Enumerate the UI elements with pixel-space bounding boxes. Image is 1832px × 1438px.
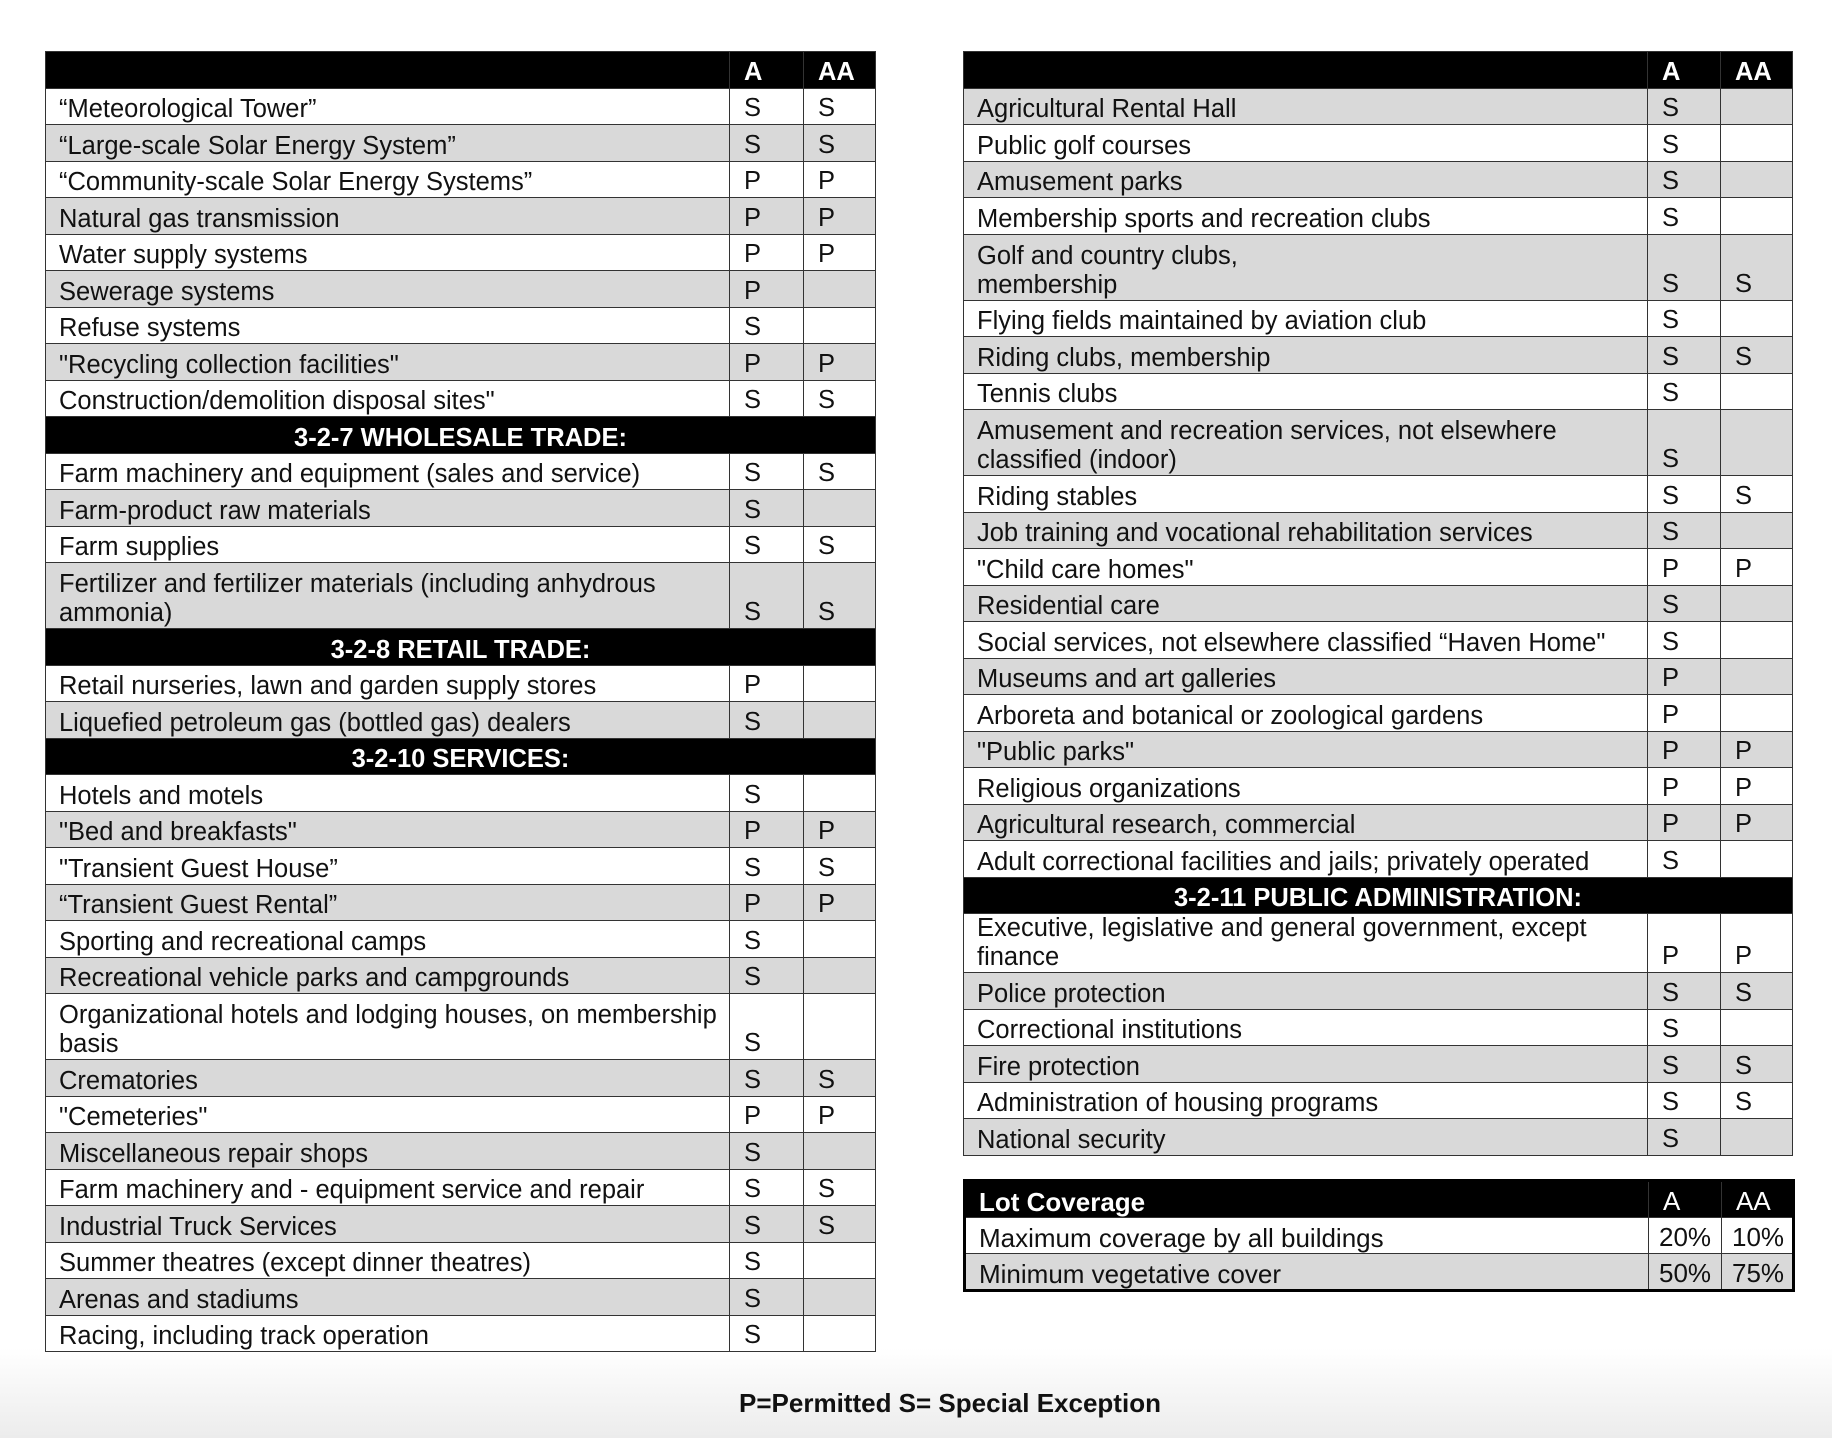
row-aa bbox=[804, 1242, 876, 1279]
table-row bbox=[964, 914, 1793, 973]
row-label: Farm machinery and equipment (sales and service) bbox=[46, 453, 730, 490]
row-aa bbox=[1721, 512, 1793, 549]
row-label: Water supply systems bbox=[46, 234, 730, 271]
row-a: S bbox=[730, 775, 804, 812]
row-aa bbox=[804, 271, 876, 308]
row-label: Arenas and stadiums bbox=[46, 1279, 730, 1316]
table-row bbox=[46, 88, 876, 125]
row-label: Riding stables bbox=[964, 476, 1648, 513]
row-label: Fertilizer and fertilizer materials (including anhydrous ammonia) bbox=[46, 563, 730, 629]
table-row bbox=[46, 1169, 876, 1206]
row-a: S bbox=[730, 1279, 804, 1316]
table-row bbox=[46, 775, 876, 812]
row-a: S bbox=[1648, 512, 1721, 549]
row-label: Miscellaneous repair shops bbox=[46, 1133, 730, 1170]
section-header-row bbox=[46, 738, 876, 775]
row-a: P bbox=[730, 665, 804, 702]
section-header-row bbox=[964, 877, 1793, 914]
table-row bbox=[46, 198, 876, 235]
row-label: Hotels and motels bbox=[46, 775, 730, 812]
row-label: Public golf courses bbox=[964, 125, 1648, 162]
row-aa bbox=[1721, 198, 1793, 235]
table-row bbox=[965, 1217, 1794, 1254]
table-row bbox=[964, 841, 1793, 878]
row-label: Farm supplies bbox=[46, 526, 730, 563]
table-row bbox=[964, 410, 1793, 476]
row-a: S bbox=[730, 380, 804, 417]
table-row bbox=[965, 1254, 1794, 1291]
row-a: S bbox=[730, 921, 804, 958]
row-aa: S bbox=[804, 1206, 876, 1243]
row-label: Correctional institutions bbox=[964, 1009, 1648, 1046]
row-a: P bbox=[1648, 731, 1721, 768]
row-label: Amusement and recreation services, not elsewhere classified (indoor) bbox=[964, 410, 1648, 476]
lot-coverage-title: Lot Coverage bbox=[965, 1181, 1649, 1218]
row-a: S bbox=[1648, 1119, 1721, 1156]
row-aa: P bbox=[1721, 731, 1793, 768]
table-row bbox=[46, 665, 876, 702]
row-aa bbox=[804, 775, 876, 812]
row-aa bbox=[1721, 161, 1793, 198]
row-aa: P bbox=[1721, 914, 1793, 973]
row-aa: S bbox=[804, 380, 876, 417]
row-a: P bbox=[1648, 695, 1721, 732]
row-label: "Public parks" bbox=[964, 731, 1648, 768]
table-row bbox=[46, 271, 876, 308]
row-label: Golf and country clubs, membership bbox=[964, 234, 1648, 300]
header-label-cell bbox=[46, 52, 730, 89]
row-label: Sporting and recreational camps bbox=[46, 921, 730, 958]
row-label: Construction/demolition disposal sites" bbox=[46, 380, 730, 417]
row-aa bbox=[1721, 841, 1793, 878]
row-label: Minimum vegetative cover bbox=[965, 1254, 1649, 1291]
row-label: Residential care bbox=[964, 585, 1648, 622]
row-aa: S bbox=[804, 848, 876, 885]
row-a: S bbox=[1648, 1009, 1721, 1046]
row-aa: S bbox=[804, 125, 876, 162]
table-header-row bbox=[46, 52, 876, 89]
table-row bbox=[964, 973, 1793, 1010]
table-row bbox=[46, 125, 876, 162]
row-a: S bbox=[1648, 585, 1721, 622]
row-label: "Recycling collection facilities" bbox=[46, 344, 730, 381]
row-a: S bbox=[730, 848, 804, 885]
header-aa: AA bbox=[804, 52, 876, 89]
row-aa bbox=[804, 1279, 876, 1316]
row-label: Refuse systems bbox=[46, 307, 730, 344]
row-label: Industrial Truck Services bbox=[46, 1206, 730, 1243]
table-row bbox=[964, 1082, 1793, 1119]
row-a: 50% bbox=[1649, 1254, 1722, 1291]
row-label: Natural gas transmission bbox=[46, 198, 730, 235]
row-aa bbox=[1721, 1009, 1793, 1046]
row-aa bbox=[804, 1133, 876, 1170]
row-a: P bbox=[730, 344, 804, 381]
row-label: Recreational vehicle parks and campgrounds bbox=[46, 957, 730, 994]
row-label: Museums and art galleries bbox=[964, 658, 1648, 695]
section-title-retail: 3-2-8 RETAIL TRADE: bbox=[46, 629, 876, 666]
table-row bbox=[964, 1046, 1793, 1083]
table-row bbox=[46, 344, 876, 381]
table-row bbox=[964, 88, 1793, 125]
table-row bbox=[964, 549, 1793, 586]
row-a: S bbox=[1648, 622, 1721, 659]
row-a: S bbox=[730, 563, 804, 629]
row-a: S bbox=[730, 1315, 804, 1352]
row-aa: S bbox=[804, 1169, 876, 1206]
row-a: S bbox=[1648, 1046, 1721, 1083]
table-row bbox=[46, 453, 876, 490]
row-aa bbox=[804, 1315, 876, 1352]
table-row bbox=[964, 373, 1793, 410]
row-label: Organizational hotels and lodging houses, on membership basis bbox=[46, 994, 730, 1060]
table-row bbox=[964, 476, 1793, 513]
row-label: Arboreta and botanical or zoological gardens bbox=[964, 695, 1648, 732]
table-row bbox=[964, 337, 1793, 374]
row-a: S bbox=[1648, 973, 1721, 1010]
row-a: S bbox=[1648, 125, 1721, 162]
table-row bbox=[46, 921, 876, 958]
row-label: "Bed and breakfasts" bbox=[46, 811, 730, 848]
row-aa bbox=[804, 921, 876, 958]
row-aa: P bbox=[1721, 549, 1793, 586]
table-row bbox=[964, 198, 1793, 235]
row-aa bbox=[1721, 622, 1793, 659]
row-a: S bbox=[730, 957, 804, 994]
row-a: S bbox=[730, 125, 804, 162]
table-row bbox=[46, 526, 876, 563]
row-label: “Large-scale Solar Energy System” bbox=[46, 125, 730, 162]
row-label: Executive, legislative and general government, except finance bbox=[964, 914, 1648, 973]
row-aa: S bbox=[804, 1060, 876, 1097]
row-a: P bbox=[730, 234, 804, 271]
row-label: “Transient Guest Rental” bbox=[46, 884, 730, 921]
row-label: Job training and vocational rehabilitation services bbox=[964, 512, 1648, 549]
row-aa: S bbox=[804, 88, 876, 125]
table-row bbox=[964, 768, 1793, 805]
row-a: P bbox=[730, 811, 804, 848]
row-a: S bbox=[1648, 161, 1721, 198]
row-aa: S bbox=[804, 526, 876, 563]
row-aa: 10% bbox=[1722, 1217, 1794, 1254]
table-row bbox=[46, 307, 876, 344]
row-a: S bbox=[1648, 373, 1721, 410]
table-row bbox=[964, 585, 1793, 622]
table-row bbox=[46, 234, 876, 271]
row-label: Fire protection bbox=[964, 1046, 1648, 1083]
table-row bbox=[964, 125, 1793, 162]
row-a: S bbox=[1648, 841, 1721, 878]
row-a: S bbox=[730, 1060, 804, 1097]
row-aa: S bbox=[1721, 234, 1793, 300]
row-a: S bbox=[730, 1242, 804, 1279]
table-row bbox=[46, 1133, 876, 1170]
header-a: A bbox=[1649, 1181, 1722, 1218]
row-label: Social services, not elsewhere classified “Haven Home" bbox=[964, 622, 1648, 659]
row-label: Administration of housing programs bbox=[964, 1082, 1648, 1119]
row-a: S bbox=[1648, 476, 1721, 513]
row-a: P bbox=[730, 1096, 804, 1133]
row-label: Maximum coverage by all buildings bbox=[965, 1217, 1649, 1254]
table-row bbox=[964, 1009, 1793, 1046]
table-row bbox=[46, 490, 876, 527]
row-a: S bbox=[730, 1169, 804, 1206]
row-label: National security bbox=[964, 1119, 1648, 1156]
table-row bbox=[964, 300, 1793, 337]
lot-coverage-table bbox=[963, 1179, 1795, 1292]
row-label: Retail nurseries, lawn and garden supply stores bbox=[46, 665, 730, 702]
row-label: Flying fields maintained by aviation club bbox=[964, 300, 1648, 337]
row-a: S bbox=[730, 453, 804, 490]
row-aa: P bbox=[804, 884, 876, 921]
lot-coverage-header-row bbox=[965, 1181, 1794, 1218]
header-a: A bbox=[1648, 52, 1721, 89]
row-label: Racing, including track operation bbox=[46, 1315, 730, 1352]
row-a: S bbox=[730, 994, 804, 1060]
header-aa: AA bbox=[1722, 1181, 1794, 1218]
row-aa bbox=[1721, 410, 1793, 476]
row-label: Agricultural research, commercial bbox=[964, 804, 1648, 841]
row-label: Police protection bbox=[964, 973, 1648, 1010]
table-row bbox=[46, 994, 876, 1060]
header-aa: AA bbox=[1721, 52, 1793, 89]
table-row bbox=[46, 884, 876, 921]
table-row bbox=[46, 563, 876, 629]
table-row bbox=[964, 512, 1793, 549]
row-label: “Meteorological Tower” bbox=[46, 88, 730, 125]
row-a: S bbox=[730, 88, 804, 125]
row-label: "Cemeteries" bbox=[46, 1096, 730, 1133]
header-a: A bbox=[730, 52, 804, 89]
row-aa: P bbox=[804, 1096, 876, 1133]
table-row bbox=[46, 1206, 876, 1243]
row-aa bbox=[1721, 88, 1793, 125]
row-aa bbox=[1721, 300, 1793, 337]
row-a: P bbox=[1648, 768, 1721, 805]
table-row bbox=[46, 161, 876, 198]
row-label: "Child care homes" bbox=[964, 549, 1648, 586]
table-header-row bbox=[964, 52, 1793, 89]
row-aa: S bbox=[1721, 1046, 1793, 1083]
row-a: P bbox=[730, 161, 804, 198]
row-label: Membership sports and recreation clubs bbox=[964, 198, 1648, 235]
row-label: Liquefied petroleum gas (bottled gas) dealers bbox=[46, 702, 730, 739]
row-aa: S bbox=[804, 453, 876, 490]
row-label: Crematories bbox=[46, 1060, 730, 1097]
table-row bbox=[964, 695, 1793, 732]
row-a: S bbox=[1648, 410, 1721, 476]
table-row bbox=[964, 1119, 1793, 1156]
row-aa bbox=[804, 307, 876, 344]
row-aa: S bbox=[1721, 973, 1793, 1010]
header-label-cell bbox=[964, 52, 1648, 89]
row-aa: S bbox=[1721, 1082, 1793, 1119]
row-a: S bbox=[730, 702, 804, 739]
row-aa: 75% bbox=[1722, 1254, 1794, 1291]
row-aa bbox=[1721, 125, 1793, 162]
row-label: Sewerage systems bbox=[46, 271, 730, 308]
row-a: P bbox=[730, 271, 804, 308]
row-aa bbox=[1721, 585, 1793, 622]
table-row bbox=[46, 811, 876, 848]
section-title-public-administration: 3-2-11 PUBLIC ADMINISTRATION: bbox=[964, 877, 1793, 914]
row-aa: P bbox=[1721, 768, 1793, 805]
row-label: Farm-product raw materials bbox=[46, 490, 730, 527]
table-row bbox=[964, 658, 1793, 695]
row-aa: P bbox=[804, 234, 876, 271]
row-a: S bbox=[730, 490, 804, 527]
row-a: S bbox=[730, 1206, 804, 1243]
row-aa: P bbox=[804, 811, 876, 848]
row-a: S bbox=[1648, 234, 1721, 300]
row-a: S bbox=[1648, 337, 1721, 374]
table-row bbox=[964, 731, 1793, 768]
table-row bbox=[964, 161, 1793, 198]
table-row bbox=[46, 702, 876, 739]
row-aa: P bbox=[804, 344, 876, 381]
legend-text: P=Permitted S= Special Exception bbox=[739, 1388, 1161, 1418]
row-a: S bbox=[730, 1133, 804, 1170]
row-label: Adult correctional facilities and jails; privately operated bbox=[964, 841, 1648, 878]
row-a: P bbox=[730, 198, 804, 235]
row-aa: P bbox=[804, 161, 876, 198]
row-a: P bbox=[730, 884, 804, 921]
row-a: S bbox=[1648, 300, 1721, 337]
table-row bbox=[46, 1096, 876, 1133]
table-row bbox=[964, 234, 1793, 300]
row-aa bbox=[804, 490, 876, 527]
row-label: Amusement parks bbox=[964, 161, 1648, 198]
table-row bbox=[46, 1242, 876, 1279]
row-a: P bbox=[1648, 804, 1721, 841]
section-title-wholesale: 3-2-7 WHOLESALE TRADE: bbox=[46, 417, 876, 454]
row-aa bbox=[1721, 373, 1793, 410]
table-row bbox=[46, 957, 876, 994]
section-header-row bbox=[46, 417, 876, 454]
row-aa bbox=[804, 665, 876, 702]
row-aa: P bbox=[804, 198, 876, 235]
row-aa: S bbox=[1721, 476, 1793, 513]
table-row bbox=[46, 1279, 876, 1316]
row-aa bbox=[804, 994, 876, 1060]
table-row bbox=[46, 1315, 876, 1352]
row-aa bbox=[1721, 695, 1793, 732]
left-use-table bbox=[45, 51, 876, 1352]
row-aa: S bbox=[1721, 337, 1793, 374]
row-aa bbox=[804, 702, 876, 739]
row-a: S bbox=[1648, 198, 1721, 235]
row-label: Tennis clubs bbox=[964, 373, 1648, 410]
row-a: P bbox=[1648, 658, 1721, 695]
row-label: "Transient Guest House” bbox=[46, 848, 730, 885]
table-row bbox=[46, 848, 876, 885]
row-label: Agricultural Rental Hall bbox=[964, 88, 1648, 125]
section-title-services: 3-2-10 SERVICES: bbox=[46, 738, 876, 775]
table-row bbox=[46, 1060, 876, 1097]
row-label: Riding clubs, membership bbox=[964, 337, 1648, 374]
row-a: P bbox=[1648, 549, 1721, 586]
section-header-row bbox=[46, 629, 876, 666]
row-label: Religious organizations bbox=[964, 768, 1648, 805]
table-row bbox=[46, 380, 876, 417]
row-label: Summer theatres (except dinner theatres) bbox=[46, 1242, 730, 1279]
right-use-table bbox=[963, 51, 1793, 1156]
row-aa bbox=[804, 957, 876, 994]
row-aa bbox=[1721, 658, 1793, 695]
row-a: S bbox=[1648, 1082, 1721, 1119]
row-a: S bbox=[730, 307, 804, 344]
row-a: P bbox=[1648, 914, 1721, 973]
row-a: S bbox=[1648, 88, 1721, 125]
row-a: S bbox=[730, 526, 804, 563]
row-label: “Community-scale Solar Energy Systems” bbox=[46, 161, 730, 198]
row-aa bbox=[1721, 1119, 1793, 1156]
table-row bbox=[964, 804, 1793, 841]
row-aa: P bbox=[1721, 804, 1793, 841]
table-row bbox=[964, 622, 1793, 659]
row-a: 20% bbox=[1649, 1217, 1722, 1254]
row-aa: S bbox=[804, 563, 876, 629]
row-label: Farm machinery and - equipment service and repair bbox=[46, 1169, 730, 1206]
